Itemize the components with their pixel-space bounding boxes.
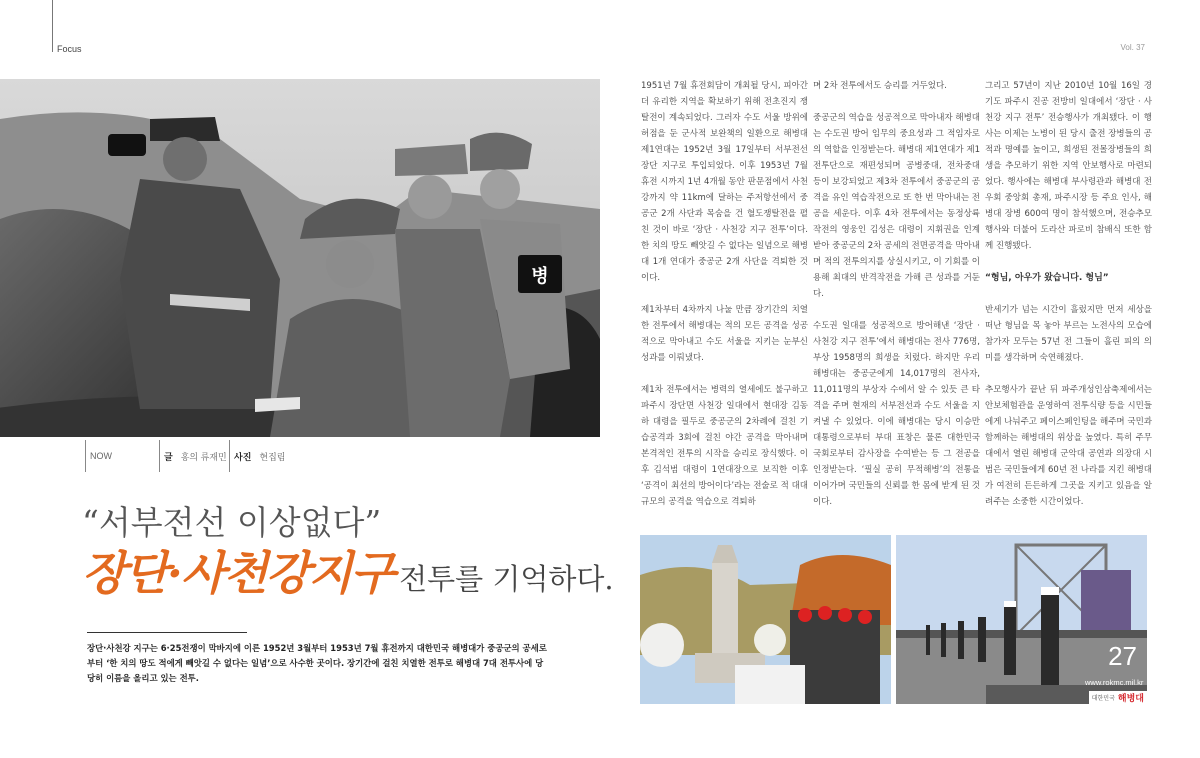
caption-rule: [87, 632, 247, 633]
paragraph: 1951년 7월 휴전회담이 개최될 당시, 피아간 더 유리한 지역을 확보하기 위해 전초진지 쟁탈전이 계속되었다. 그러자 수도 서울 방위에 허점을 둔 군사적 보완책의 일환으로 해병대 제1연대는 1952년 3월 17일부터 서부전선 장단 지구로 투입되었다. 이후 1953년 7월 휴전 시까지 1년 4개월 동안 판문점에서 사천강까지 약 11km에 달하는 주저항선에서 중공군 2개 사단과 목숨을 건 혈도쟁탈전을 펼친 것이 바로 ‘장단 · 사천강 지구 전투’이다. 한 치의 땅도 빼앗길 수 없다는 일념으로 해병대 1개 연대가 중공군 2개 사단을 격퇴한 것이다.: [641, 81, 808, 283]
article-column-1: [641, 78, 808, 526]
photo-caption: 장단·사천강 지구는 6·25전쟁이 막바지에 이른 1952년 3월부터 1953년 7월 휴전까지 대한민국 해병대가 중공군의 공세로부터 ‘한 치의 땅도 적에게 빼앗길 수 없다는 일념’으로 사수한 곳이다. 장기간에 걸친 치열한 전투로 해병대 7대 전투사에 당당히 이름을 올리고 있는 전투.: [87, 643, 547, 683]
website-url: www.rokmc.mil.kr: [1085, 678, 1144, 687]
paragraph: 반세기가 넘는 시간이 흘렀지만 먼저 세상을 떠난 형님을 목 놓아 부르는 노전사의 모습에 참가자 모두는 57년 전 그들이 흘린 피의 의미를 생각하며 숙연해졌다.: [985, 305, 1152, 363]
hero-photo-image: [0, 79, 600, 437]
paragraph: 제1차 전투에서는 병력의 열세에도 불구하고 파주시 장단면 사천강 일대에서 현대장 김동하 대령을 필두로 중공군의 2차례에 걸친 기습공격과 3회에 걸친 야간 공격을 막아내며 본격적인 전투의 시작을 승리로 장식했다. 이후 김석범 대령이 1연대장으로 보직한 이후 ‘공격이 최선의 방어이다’라는 전술로 적 대대규모의 공격을 역습으로 격퇴하: [641, 385, 808, 507]
paragraph: 중공군의 역습을 성공적으로 막아내자 해병대는 수도권 방어 임무의 중요성과 그 적임자로의 역할을 인정받는다. 해병대 제1연대가 제1전투단으로 재편성되며 공병중대, 전차중대 등이 보강되었고 제3차 전투에서 중공군의 공격을 유인 역습작전으로 또 한 번 막아내는 전공을 세운다. 이후 4차 전투에서는 동정상륙작전의 영웅인 김성은 대령이 지휘권을 인계받아 중공군의 2차 공세의 전면공격을 막아내며 적의 전투의지를 상실시키고, 이 기회를 이용해 최대의 반격작전을 가해 큰 성과를 거둔다.: [813, 113, 980, 299]
brand-logo: 대한민국 해병대: [1089, 691, 1147, 704]
subtitle-rest: 전투를 기억하다.: [399, 562, 614, 596]
hero-photo: [0, 79, 600, 437]
paragraph: 수도권 일대를 성공적으로 방어해낸 ‘장단 · 사천강 지구 전투’에서 해병대는 전사 776명, 부상 1958명의 희생을 치렀다. 하지만 우리 해병대는 중공군에게 14,017명의 전사자, 11,011명의 부상자 수에서 알 수 있듯 큰 타격을 주며 현재의 서부전선과 수도 서울을 지켜낼 수 있었다. 이에 해병대는 당시 이승만 대통령으로부터 부대 표창은 물론 대한민국 국회로부터 감사장을 수여받는 등 그 전공을 인정받는다. ‘필실 공히 무적해병’의 전통을 이어가며 국민들의 신뢰를 한 몸에 받게 된 것이다.: [813, 321, 980, 507]
spine-rule: [52, 0, 53, 52]
headline: “서부전선 이상없다”: [82, 503, 382, 542]
writer-credit: 글 홍의 류재민: [159, 440, 229, 472]
article-column-2: [813, 78, 980, 526]
page-number: 27: [1108, 641, 1137, 671]
section-subheading: “형님, 아우가 왔습니다. 형님”: [985, 273, 1109, 283]
ceremony-photo: [896, 535, 1147, 704]
credits-bar: [85, 440, 600, 472]
category-label: NOW: [85, 440, 159, 472]
subtitle-line: [82, 537, 614, 603]
memorial-photo-image: [640, 535, 891, 704]
article-column-3: [985, 78, 1152, 526]
memorial-photo: [640, 535, 891, 704]
armband-text: 병: [531, 266, 549, 287]
paragraph: 제1차부터 4차까지 나눌 만큼 장기간의 치열한 전투에서 해병대는 적의 모든 공격을 성공적으로 막아내고 수도 서울을 지키는 눈부신 성과를 이뤄냈다.: [641, 305, 808, 363]
section-label: Focus: [57, 44, 82, 54]
photo-credit: 사진 현집림: [229, 440, 349, 472]
paragraph: 추모행사가 끝난 뒤 파주개성인삼축제에서는 안보체험관을 운영하여 전투식량 등을 시민들에게 나눠주고 페이스페인팅을 해주며 국민과 함께하는 해병대의 위상을 높였다. 특히 주무대에서 열린 해병대 군악대 공연과 의장대 시범은 국민들에게 60년 전 나라를 지킨 해병대가 여전히 든든하게 그곳을 지키고 있음을 알려주는 소중한 시간이었다.: [985, 385, 1152, 507]
accent-title: 장단·사천강지구: [82, 546, 394, 600]
volume-label: Vol. 37: [1120, 43, 1145, 52]
paragraph: 그리고 57년이 지난 2010년 10월 16일 경기도 파주시 진공 전방비 일대에서 ‘장단 · 사천강 지구 전투’ 전승행사가 개최됐다. 이 행사는 이제는 노병이 된 당시 출전 장병들의 공적과 명예를 높이고, 희생된 전몰장병들의 희생을 추모하기 위한 지역 안보행사로 마련되었다. 행사에는 해병대 부사령관과 해병대 전우회 중앙회 총재, 파주시장 등 주요 인사, 해병대 장병 600여 명이 참석했으며, 전승추모행사와 더불어 도라산 파로비 참배식 또한 함께 진행됐다.: [985, 81, 1152, 251]
paragraph: 며 2차 전투에서도 승리를 거두었다.: [813, 81, 947, 91]
